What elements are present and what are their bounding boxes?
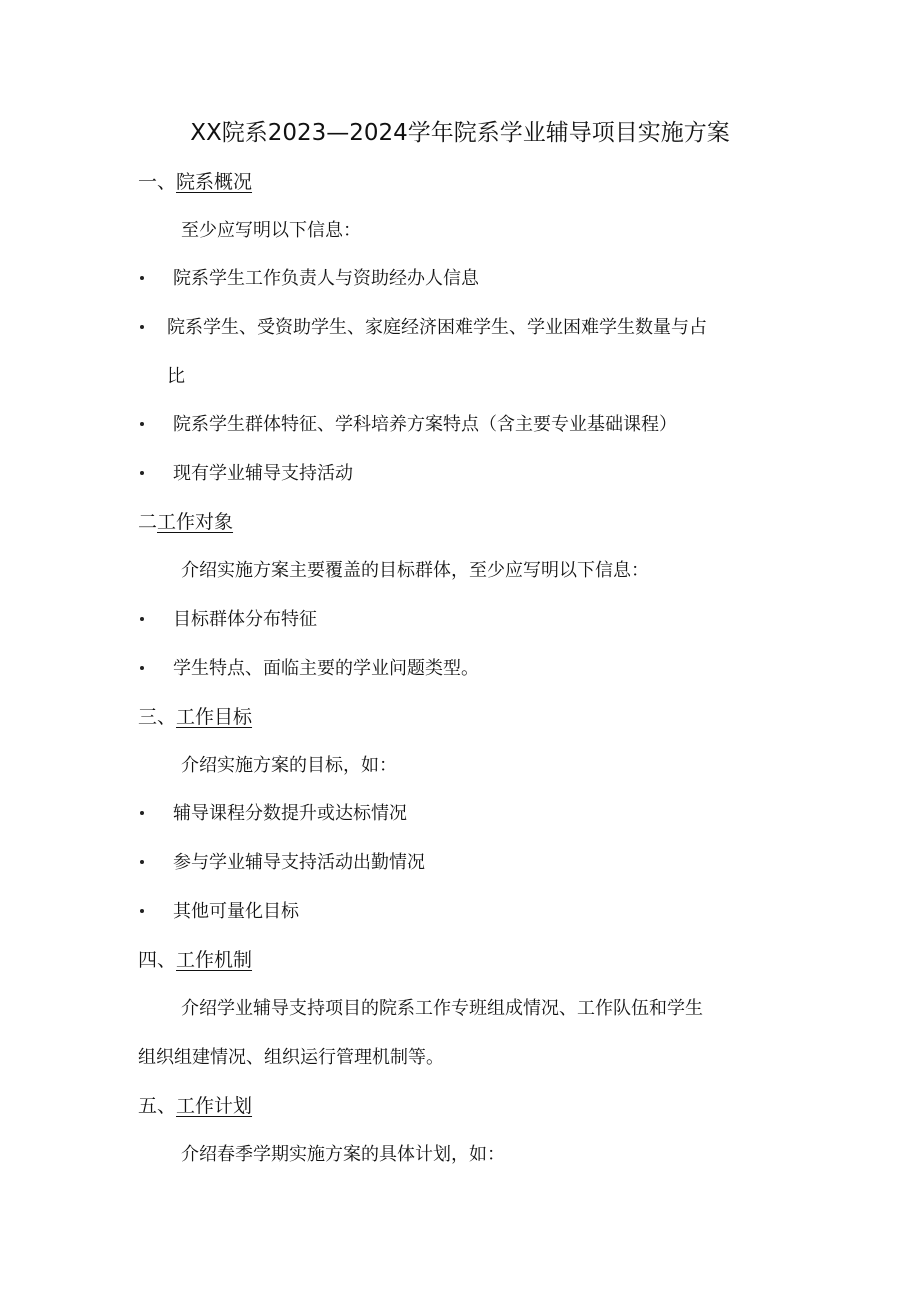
list-item-text: 学生特点、面临主要的学业问题类型。	[173, 658, 479, 679]
list-item	[0, 848, 920, 878]
list-item-text: 院系学生、受资助学生、家庭经济困难学生、学业困难学生数量与占	[167, 317, 707, 338]
list-item	[0, 654, 920, 684]
section-heading-4	[138, 945, 252, 975]
bullet-icon	[140, 276, 144, 280]
list-item-text: 辅导课程分数提升或达标情况	[173, 803, 407, 824]
list-item	[0, 799, 920, 829]
document-title: XX院系2023—2024学年院系学业辅导项目实施方案	[190, 120, 730, 146]
section-intro: 至少应写明以下信息：	[181, 220, 361, 241]
list-item-text: 院系学生工作负责人与资助经办人信息	[173, 268, 479, 289]
list-item-continuation: 比	[167, 366, 185, 387]
list-item	[0, 897, 920, 927]
section-intro: 介绍学业辅导支持项目的院系工作专班组成情况、工作队伍和学生	[181, 998, 703, 1019]
section-heading-2	[138, 507, 233, 537]
section-heading-3	[138, 702, 252, 732]
list-item	[0, 605, 920, 635]
bullet-icon	[140, 909, 144, 913]
list-item-text: 参与学业辅导支持活动出勤情况	[173, 852, 425, 873]
bullet-icon	[140, 860, 144, 864]
bullet-icon	[140, 471, 144, 475]
list-item	[0, 459, 920, 489]
bullet-icon	[140, 325, 144, 329]
list-item-text: 现有学业辅导支持活动	[173, 463, 353, 484]
section-title: 工作目标	[176, 706, 253, 728]
section-title: 院系概况	[176, 171, 253, 193]
section-number: 二	[138, 511, 158, 533]
section-title: 工作对象	[157, 511, 234, 533]
bullet-icon	[140, 666, 144, 670]
section-heading-5	[138, 1091, 252, 1121]
list-item-text: 其他可量化目标	[173, 901, 299, 922]
list-item-text: 目标群体分布特征	[173, 609, 317, 630]
bullet-icon	[140, 422, 144, 426]
section-intro: 介绍实施方案的目标，如：	[181, 755, 397, 776]
list-item-text: 院系学生群体特征、学科培养方案特点（含主要专业基础课程）	[173, 414, 677, 435]
section-intro: 介绍实施方案主要覆盖的目标群体，至少应写明以下信息：	[181, 560, 649, 581]
section-intro-continuation: 组织组建情况、组织运行管理机制等。	[138, 1047, 444, 1068]
section-number: 四、	[138, 949, 177, 971]
list-item	[0, 410, 920, 440]
bullet-icon	[140, 617, 144, 621]
section-number: 三、	[138, 706, 177, 728]
list-item	[0, 264, 920, 294]
bullet-icon	[140, 811, 144, 815]
section-heading-1	[138, 167, 252, 197]
section-number: 五、	[138, 1095, 177, 1117]
section-title: 工作计划	[176, 1095, 253, 1117]
list-item	[0, 313, 920, 343]
section-title: 工作机制	[176, 949, 253, 971]
section-intro: 介绍春季学期实施方案的具体计划，如：	[181, 1144, 505, 1165]
section-number: 一、	[138, 171, 177, 193]
